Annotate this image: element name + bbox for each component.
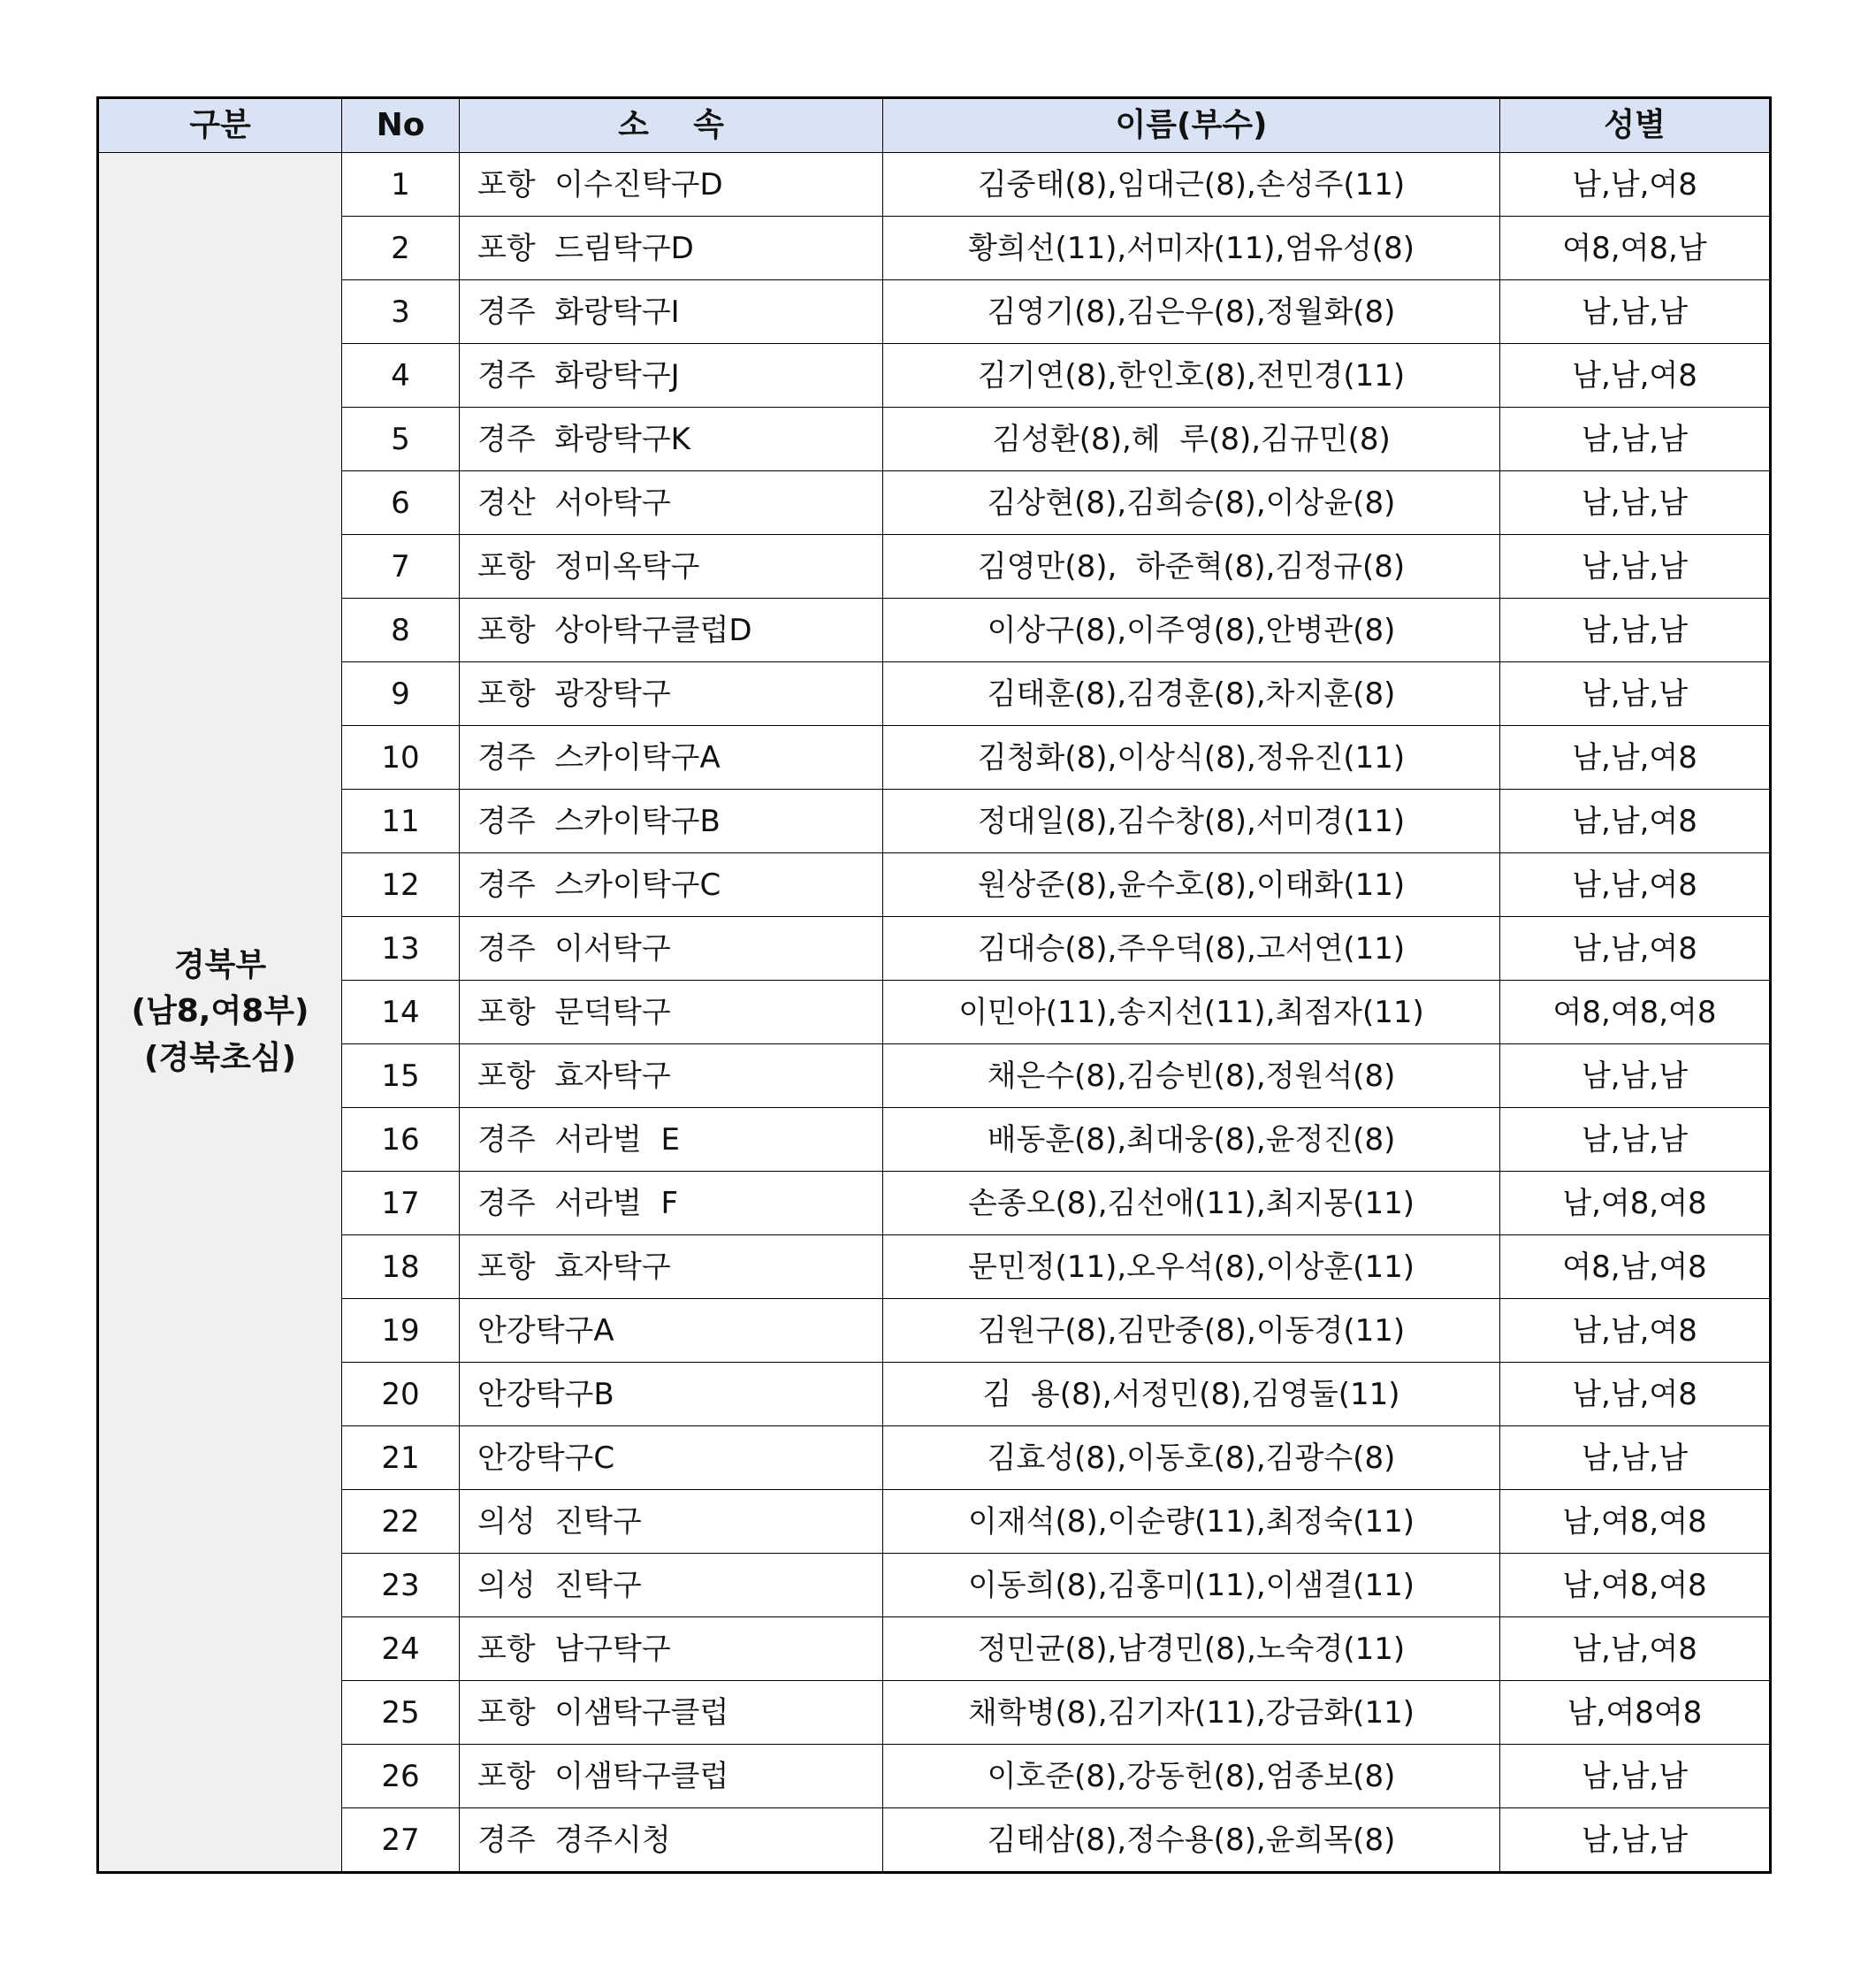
row-number: 4 xyxy=(342,344,460,408)
names-cell: 김대승(8),주우덕(8),고서연(11) xyxy=(883,917,1500,981)
table-row xyxy=(98,1554,1771,1617)
gender-cell: 남,남,여8 xyxy=(1500,790,1771,853)
club-cell: 안강탁구C xyxy=(460,1426,883,1490)
names-cell: 원상준(8),윤수호(8),이태화(11) xyxy=(883,853,1500,917)
club-cell: 경주 화랑탁구J xyxy=(460,344,883,408)
names-cell: 배동훈(8),최대웅(8),윤정진(8) xyxy=(883,1108,1500,1172)
header-names: 이름(부수) xyxy=(883,98,1500,153)
club-cell: 포항 정미옥탁구 xyxy=(460,535,883,599)
group-label-2: (남8,여8부) xyxy=(131,993,309,1030)
row-number: 24 xyxy=(342,1617,460,1681)
club-cell: 안강탁구B xyxy=(460,1363,883,1426)
row-number: 9 xyxy=(342,662,460,726)
table-row xyxy=(98,1745,1771,1808)
names-cell: 김영만(8), 하준혁(8),김정규(8) xyxy=(883,535,1500,599)
header-club: 소 속 xyxy=(460,98,883,153)
club-cell: 경주 스카이탁구C xyxy=(460,853,883,917)
club-cell: 의성 진탁구 xyxy=(460,1490,883,1554)
roster-table xyxy=(96,96,1772,1874)
names-cell: 김상현(8),김희승(8),이상윤(8) xyxy=(883,471,1500,535)
gender-cell: 남,남,여8 xyxy=(1500,853,1771,917)
row-number: 17 xyxy=(342,1172,460,1235)
table-row xyxy=(98,1808,1771,1873)
gender-cell: 남,여8,여8 xyxy=(1500,1490,1771,1554)
names-cell: 정대일(8),김수창(8),서미경(11) xyxy=(883,790,1500,853)
club-cell: 포항 효자탁구 xyxy=(460,1235,883,1299)
club-cell: 경주 이서탁구 xyxy=(460,917,883,981)
row-number: 26 xyxy=(342,1745,460,1808)
row-number: 7 xyxy=(342,535,460,599)
names-cell: 이동희(8),김홍미(11),이샘결(11) xyxy=(883,1554,1500,1617)
names-cell: 김기연(8),한인호(8),전민경(11) xyxy=(883,344,1500,408)
club-cell: 경주 화랑탁구K xyxy=(460,408,883,471)
gender-cell: 남,남,남 xyxy=(1500,535,1771,599)
row-number: 11 xyxy=(342,790,460,853)
names-cell: 문민정(11),오우석(8),이상훈(11) xyxy=(883,1235,1500,1299)
gender-cell: 여8,여8,남 xyxy=(1500,217,1771,280)
club-cell: 의성 진탁구 xyxy=(460,1554,883,1617)
table-row xyxy=(98,471,1771,535)
table-row xyxy=(98,408,1771,471)
club-cell: 포항 이수진탁구D xyxy=(460,153,883,217)
table-row xyxy=(98,535,1771,599)
gender-cell: 남,남,남 xyxy=(1500,599,1771,662)
row-number: 10 xyxy=(342,726,460,790)
gender-cell: 남,남,남 xyxy=(1500,1426,1771,1490)
gender-cell: 남,남,남 xyxy=(1500,1808,1771,1873)
club-cell: 포항 광장탁구 xyxy=(460,662,883,726)
names-cell: 김 용(8),서정민(8),김영둘(11) xyxy=(883,1363,1500,1426)
table-row xyxy=(98,1426,1771,1490)
row-number: 23 xyxy=(342,1554,460,1617)
club-cell: 경주 스카이탁구B xyxy=(460,790,883,853)
gender-cell: 여8,남,여8 xyxy=(1500,1235,1771,1299)
names-cell: 김태삼(8),정수용(8),윤희목(8) xyxy=(883,1808,1500,1873)
table-row xyxy=(98,790,1771,853)
club-cell: 안강탁구A xyxy=(460,1299,883,1363)
table-row xyxy=(98,1681,1771,1745)
table-row xyxy=(98,1172,1771,1235)
club-cell: 경주 서라벌 F xyxy=(460,1172,883,1235)
row-number: 13 xyxy=(342,917,460,981)
group-label-1: 경북부 xyxy=(173,947,267,984)
group-label-3: (경북초심) xyxy=(143,1039,296,1076)
names-cell: 이호준(8),강동헌(8),엄종보(8) xyxy=(883,1745,1500,1808)
table-row xyxy=(98,153,1771,217)
row-number: 8 xyxy=(342,599,460,662)
gender-cell: 남,남,남 xyxy=(1500,662,1771,726)
names-cell: 김영기(8),김은우(8),정월화(8) xyxy=(883,280,1500,344)
names-cell: 이재석(8),이순량(11),최정숙(11) xyxy=(883,1490,1500,1554)
row-number: 6 xyxy=(342,471,460,535)
header-no: No xyxy=(342,98,460,153)
table-row xyxy=(98,726,1771,790)
club-cell: 포항 효자탁구 xyxy=(460,1044,883,1108)
names-cell: 이상구(8),이주영(8),안병관(8) xyxy=(883,599,1500,662)
table-row xyxy=(98,280,1771,344)
table-row xyxy=(98,1617,1771,1681)
names-cell: 김효성(8),이동호(8),김광수(8) xyxy=(883,1426,1500,1490)
names-cell: 이민아(11),송지선(11),최점자(11) xyxy=(883,981,1500,1044)
club-cell: 포항 남구탁구 xyxy=(460,1617,883,1681)
gender-cell: 남,남,여8 xyxy=(1500,1617,1771,1681)
table-row xyxy=(98,1108,1771,1172)
club-cell: 경주 화랑탁구I xyxy=(460,280,883,344)
names-cell: 채은수(8),김승빈(8),정원석(8) xyxy=(883,1044,1500,1108)
table-row xyxy=(98,853,1771,917)
gender-cell: 남,여8여8 xyxy=(1500,1681,1771,1745)
roster-sheet xyxy=(96,96,1772,1874)
header-gender: 성별 xyxy=(1500,98,1771,153)
row-number: 27 xyxy=(342,1808,460,1873)
club-cell: 포항 문덕탁구 xyxy=(460,981,883,1044)
gender-cell: 남,남,여8 xyxy=(1500,1363,1771,1426)
table-row xyxy=(98,1363,1771,1426)
club-cell: 포항 이샘탁구클럽 xyxy=(460,1681,883,1745)
table-row xyxy=(98,1299,1771,1363)
gender-cell: 남,남,남 xyxy=(1500,1044,1771,1108)
row-number: 25 xyxy=(342,1681,460,1745)
names-cell: 채학병(8),김기자(11),강금화(11) xyxy=(883,1681,1500,1745)
gender-cell: 남,남,여8 xyxy=(1500,726,1771,790)
table-row xyxy=(98,662,1771,726)
row-number: 16 xyxy=(342,1108,460,1172)
gender-cell: 남,여8,여8 xyxy=(1500,1554,1771,1617)
gender-cell: 남,남,남 xyxy=(1500,280,1771,344)
gender-cell: 남,남,남 xyxy=(1500,1745,1771,1808)
table-row xyxy=(98,344,1771,408)
group-cell xyxy=(98,153,342,1873)
row-number: 5 xyxy=(342,408,460,471)
table-row xyxy=(98,1490,1771,1554)
row-number: 12 xyxy=(342,853,460,917)
gender-cell: 여8,여8,여8 xyxy=(1500,981,1771,1044)
gender-cell: 남,남,여8 xyxy=(1500,153,1771,217)
table-row xyxy=(98,1235,1771,1299)
header-row xyxy=(98,98,1771,153)
gender-cell: 남,남,여8 xyxy=(1500,917,1771,981)
roster-body xyxy=(98,153,1771,1873)
names-cell: 정민균(8),남경민(8),노숙경(11) xyxy=(883,1617,1500,1681)
row-number: 14 xyxy=(342,981,460,1044)
table-row xyxy=(98,217,1771,280)
club-cell: 경주 경주시청 xyxy=(460,1808,883,1873)
row-number: 1 xyxy=(342,153,460,217)
club-cell: 포항 이샘탁구클럽 xyxy=(460,1745,883,1808)
table-row xyxy=(98,917,1771,981)
club-cell: 경주 서라벌 E xyxy=(460,1108,883,1172)
gender-cell: 남,남,남 xyxy=(1500,471,1771,535)
row-number: 22 xyxy=(342,1490,460,1554)
table-row xyxy=(98,981,1771,1044)
header-category: 구분 xyxy=(98,98,342,153)
names-cell: 김성환(8),헤 루(8),김규민(8) xyxy=(883,408,1500,471)
gender-cell: 남,남,여8 xyxy=(1500,1299,1771,1363)
row-number: 21 xyxy=(342,1426,460,1490)
gender-cell: 남,남,남 xyxy=(1500,408,1771,471)
names-cell: 김원구(8),김만중(8),이동경(11) xyxy=(883,1299,1500,1363)
club-cell: 경주 스카이탁구A xyxy=(460,726,883,790)
row-number: 18 xyxy=(342,1235,460,1299)
names-cell: 황희선(11),서미자(11),엄유성(8) xyxy=(883,217,1500,280)
gender-cell: 남,남,남 xyxy=(1500,1108,1771,1172)
names-cell: 김태훈(8),김경훈(8),차지훈(8) xyxy=(883,662,1500,726)
gender-cell: 남,남,여8 xyxy=(1500,344,1771,408)
names-cell: 손종오(8),김선애(11),최지몽(11) xyxy=(883,1172,1500,1235)
gender-cell: 남,여8,여8 xyxy=(1500,1172,1771,1235)
table-row xyxy=(98,1044,1771,1108)
club-cell: 포항 드림탁구D xyxy=(460,217,883,280)
club-cell: 경산 서아탁구 xyxy=(460,471,883,535)
names-cell: 김청화(8),이상식(8),정유진(11) xyxy=(883,726,1500,790)
row-number: 2 xyxy=(342,217,460,280)
names-cell: 김중태(8),임대근(8),손성주(11) xyxy=(883,153,1500,217)
table-row xyxy=(98,599,1771,662)
row-number: 19 xyxy=(342,1299,460,1363)
club-cell: 포항 상아탁구클럽D xyxy=(460,599,883,662)
row-number: 20 xyxy=(342,1363,460,1426)
row-number: 3 xyxy=(342,280,460,344)
row-number: 15 xyxy=(342,1044,460,1108)
